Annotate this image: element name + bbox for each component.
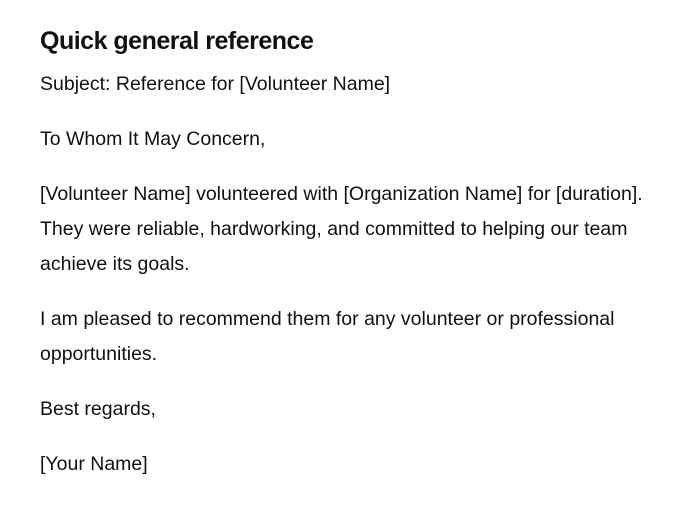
greeting: To Whom It May Concern,: [40, 128, 266, 150]
body-paragraph-1: [Volunteer Name] volunteered with [Organization Name] for [duration]. They were reliable, hardworking, and committed to helping our team achieve its goals.: [40, 183, 643, 275]
body-paragraph-2: I am pleased to recommend them for any volunteer or professional opportunities.: [40, 308, 615, 365]
subject-line: Subject: Reference for [Volunteer Name]: [40, 73, 391, 95]
signature: [Your Name]: [40, 453, 148, 475]
reference-letter: [40, 24, 660, 482]
closing: Best regards,: [40, 398, 156, 420]
page-title: Quick general reference: [40, 27, 314, 55]
